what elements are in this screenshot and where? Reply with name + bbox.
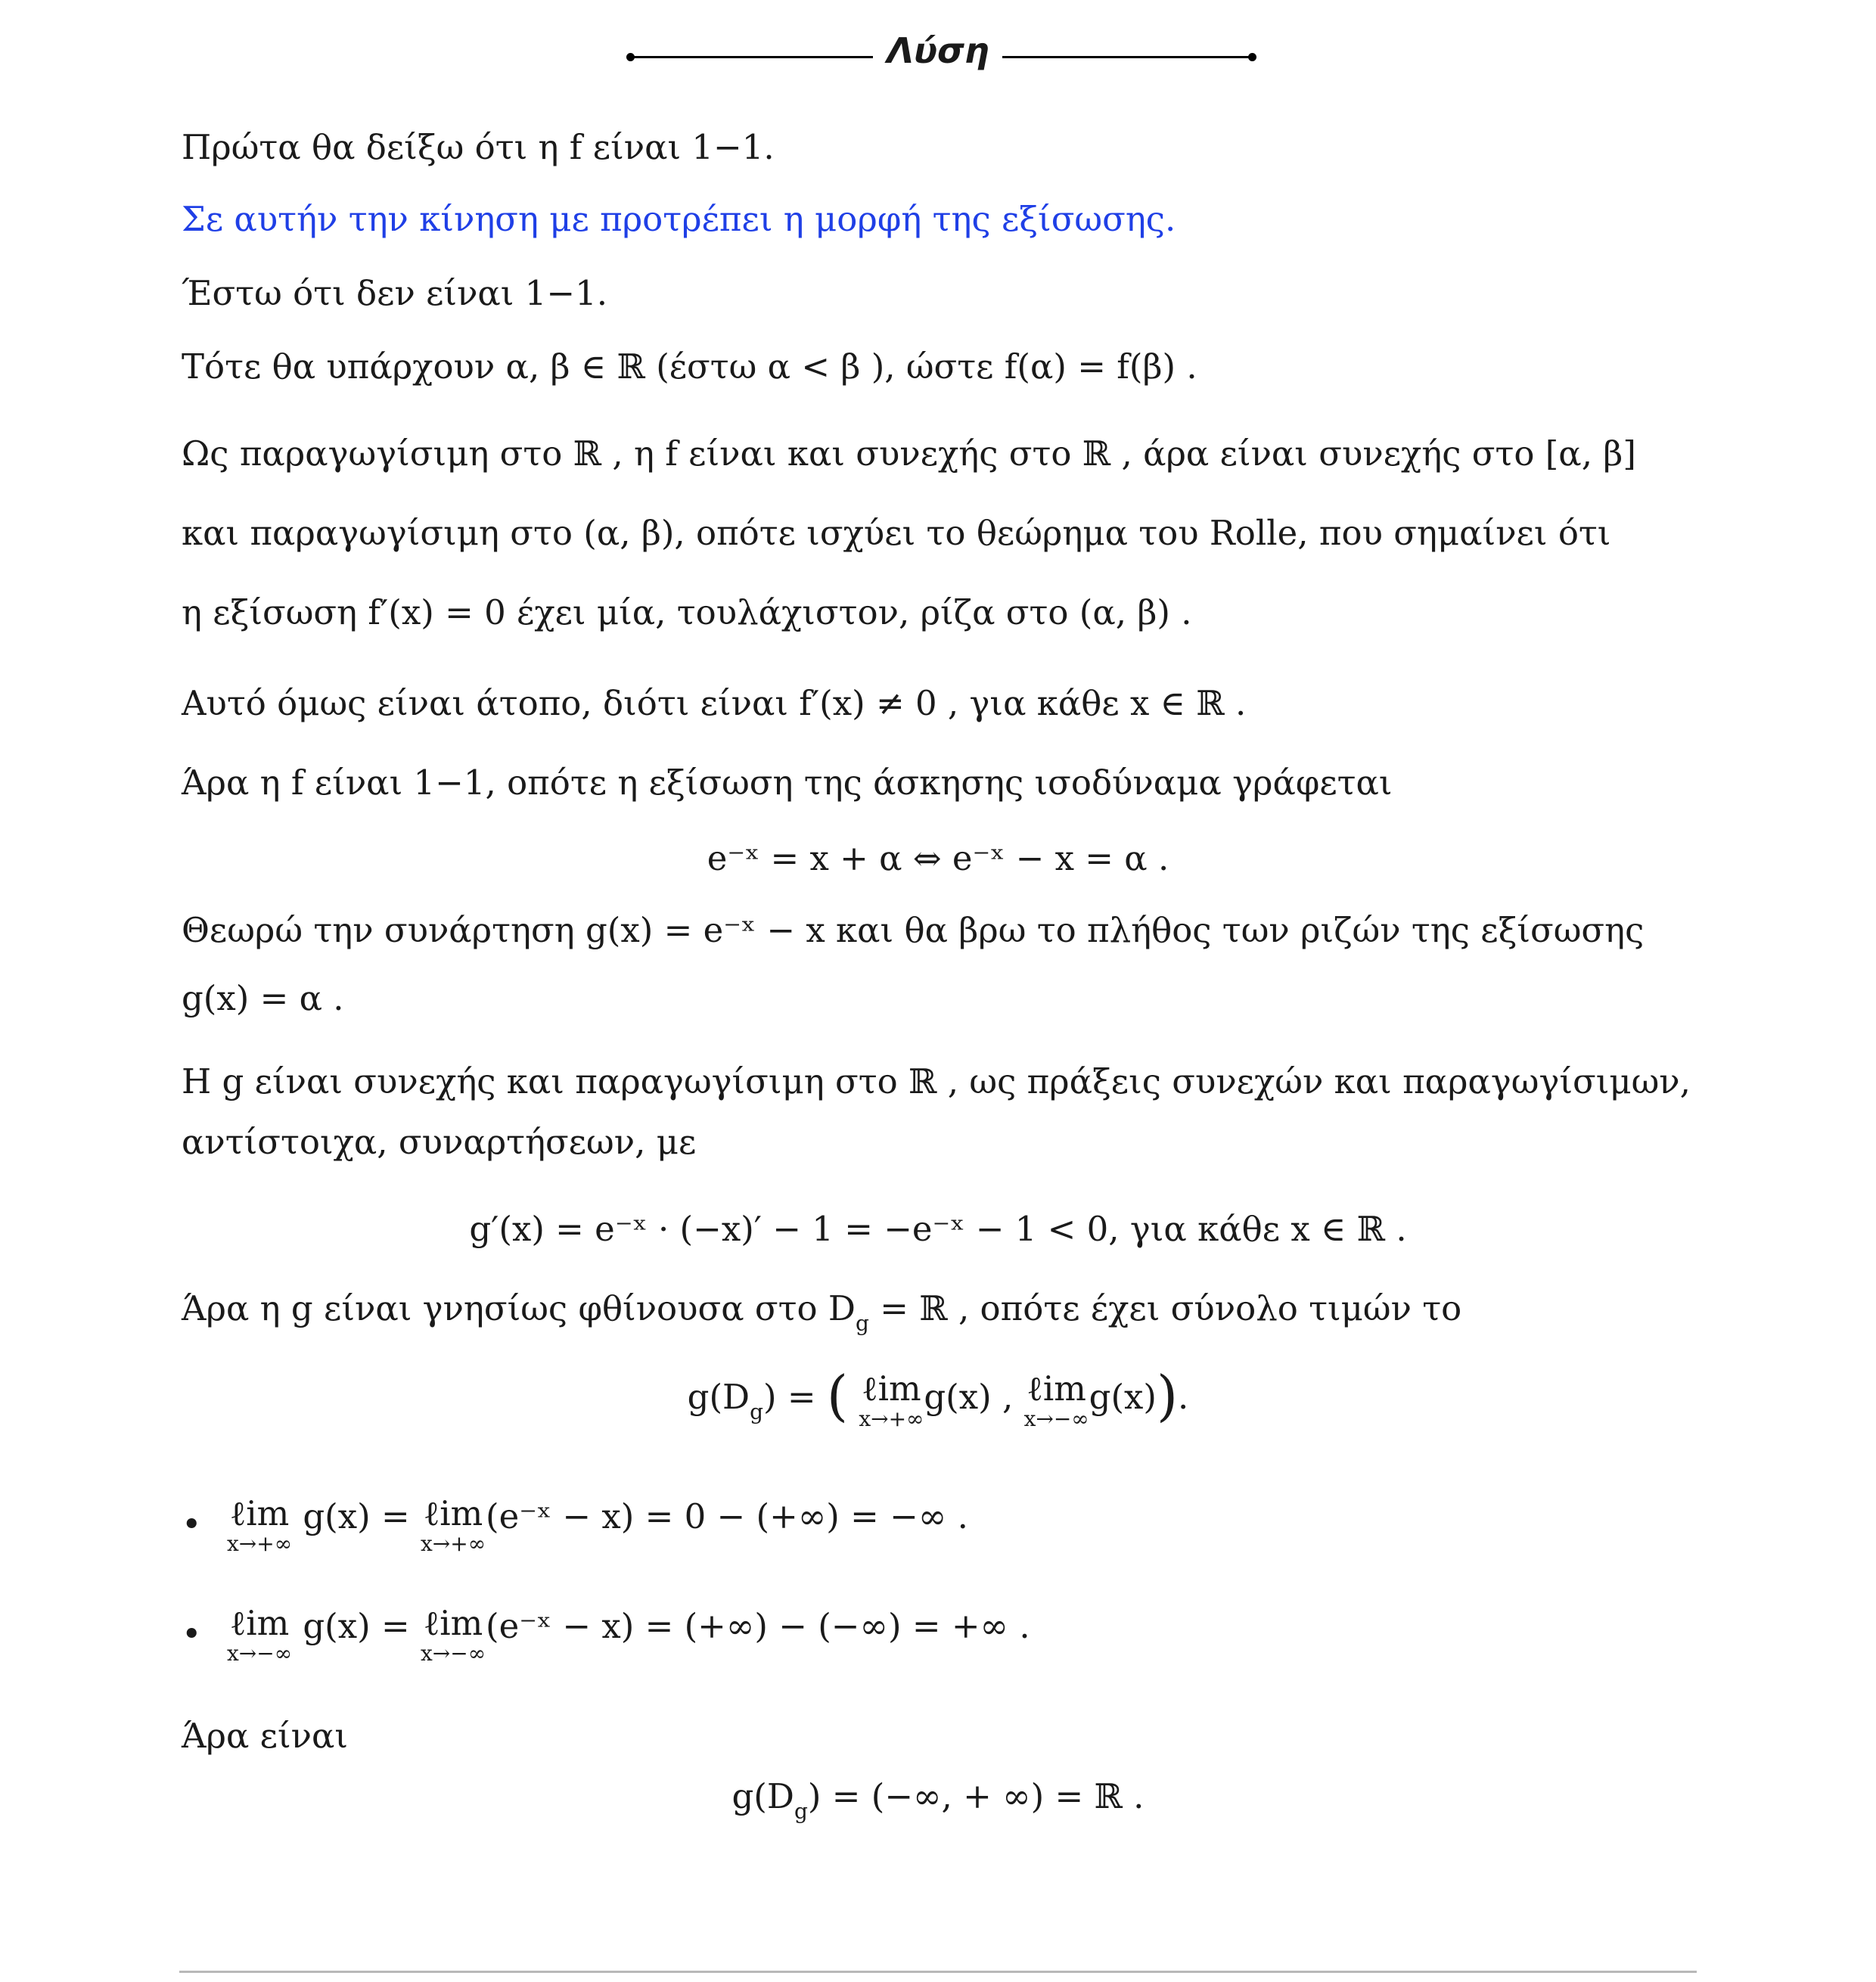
b2-lim-1 (227, 1604, 292, 1664)
text-line-8: Αυτό όμως είναι άτοπο, διότι είναι f′(x) ≠ 0 , για κάθε x ∈ ℝ . (182, 683, 1247, 723)
b1-lim-1 (227, 1494, 292, 1555)
equation-1: e⁻ˣ = x + α ⇔ e⁻ˣ − x = α . (707, 838, 1169, 878)
b1-lim-word-2: ℓim (423, 1493, 483, 1533)
text-line-10: Θεωρώ την συνάρτηση g(x) = e⁻ˣ − x και θα βρω το πλήθος των ριζών της εξίσωσης (182, 910, 1645, 950)
b2-end: = (+∞) − (−∞) = +∞ . (634, 1606, 1030, 1646)
text-line-6: και παραγωγίσιμη στο (α, β), οπότε ισχύει το θεώρημα του Rolle, που σημαίνει ότι (182, 513, 1611, 553)
eq3-end: . (1178, 1377, 1189, 1417)
lim-word: ℓim (862, 1368, 921, 1409)
lim-under-plus: x→+∞ (859, 1406, 924, 1431)
eq4-left: g(D (731, 1776, 794, 1816)
text-line-3: Έστω ότι δεν είναι 1−1. (182, 273, 608, 313)
text-line-14-part-1: Άρα η g είναι γνησίως φθίνουσα στο D (182, 1288, 856, 1328)
equation-3 (0, 1364, 1876, 1439)
b2-paren: (e⁻ˣ − x) (486, 1606, 635, 1646)
bullet-2: • (182, 1614, 202, 1654)
b1-lim-under-2: x→+∞ (420, 1531, 486, 1556)
text-line-1: Πρώτα θα δείξω ότι η f είναι 1−1. (182, 127, 775, 167)
b2-mid: g(x) = (303, 1606, 410, 1646)
header-left-rule (631, 56, 873, 58)
lim-under-minus: x→−∞ (1023, 1406, 1089, 1431)
b1-paren: (e⁻ˣ − x) (486, 1496, 635, 1536)
bullet-1-equation (227, 1494, 968, 1555)
b2-lim-word-2: ℓim (423, 1603, 483, 1643)
header-right-rule (1002, 56, 1252, 58)
eq3-left-paren: ( (826, 1364, 849, 1427)
text-line-15: Άρα είναι (182, 1716, 348, 1756)
eq3-gx-2: g(x) (1089, 1377, 1157, 1417)
text-line-11: g(x) = α . (182, 978, 344, 1018)
subscript-g: g (856, 1311, 869, 1336)
text-line-9: Άρα η f είναι 1−1, οπότε η εξίσωση της άσκησης ισοδύναμα γράφεται (182, 763, 1393, 803)
text-line-14-part-2: = ℝ , οπότε έχει σύνολο τιμών το (868, 1288, 1462, 1328)
eq3-gx-1: g(x) (924, 1377, 992, 1417)
equation-2: g′(x) = e⁻ˣ · (−x)′ − 1 = −e⁻ˣ − 1 < 0, για κάθε x ∈ ℝ . (469, 1209, 1407, 1249)
b1-mid: g(x) = (303, 1496, 410, 1536)
b1-end: = 0 − (+∞) = −∞ . (634, 1496, 968, 1536)
eq3-subscript-g: g (750, 1400, 764, 1424)
b2-lim-2 (421, 1604, 486, 1664)
eq4-subscript-g: g (794, 1799, 808, 1824)
b2-lim-word-1: ℓim (229, 1603, 290, 1643)
b2-lim-under-1: x→−∞ (227, 1641, 293, 1666)
text-line-7: η εξίσωση f′(x) = 0 έχει μία, τουλάχιστον, ρίζα στο (α, β) . (182, 592, 1192, 632)
text-line-13: αντίστοιχα, συναρτήσεων, με (182, 1122, 697, 1162)
eq3-left: g(D (687, 1377, 750, 1417)
lim-plus-infinity (859, 1369, 924, 1430)
b2-lim-under-2: x→−∞ (420, 1641, 486, 1666)
text-line-2-hint: Σε αυτήν την κίνηση με προτρέπει η μορφή της εξίσωσης. (182, 199, 1176, 239)
eq4-rest: ) = (−∞, + ∞) = ℝ . (807, 1776, 1145, 1816)
bullet-2-equation (227, 1604, 1030, 1664)
bullet-1: • (182, 1504, 202, 1544)
b1-lim-under-1: x→+∞ (227, 1531, 293, 1556)
header-title: Λύση (887, 30, 989, 71)
b1-lim-2 (421, 1494, 486, 1555)
b1-lim-word-1: ℓim (229, 1493, 290, 1533)
text-line-14 (182, 1286, 1461, 1347)
lim-minus-infinity (1024, 1369, 1089, 1430)
equation-4 (0, 1770, 1876, 1838)
eq3-mid: ) = (763, 1377, 827, 1417)
footer-rule (179, 1971, 1697, 1973)
eq3-right-paren: ) (1156, 1364, 1179, 1427)
text-line-5: Ως παραγωγίσιμη στο ℝ , η f είναι και συνεχής στο ℝ , άρα είναι συνεχής στο [α, β] (182, 433, 1636, 474)
lim-word-2: ℓim (1027, 1368, 1086, 1409)
eq3-comma: , (991, 1377, 1024, 1417)
text-line-12: Η g είναι συνεχής και παραγωγίσιμη στο ℝ , ως πράξεις συνεχών και παραγωγίσιμων, (182, 1061, 1691, 1101)
solution-header (0, 30, 1876, 83)
header-right-dot (1248, 53, 1256, 61)
text-line-4: Τότε θα υπάρχουν α, β ∈ ℝ (έστω α < β ), ώστε f(α) = f(β) . (182, 346, 1197, 387)
